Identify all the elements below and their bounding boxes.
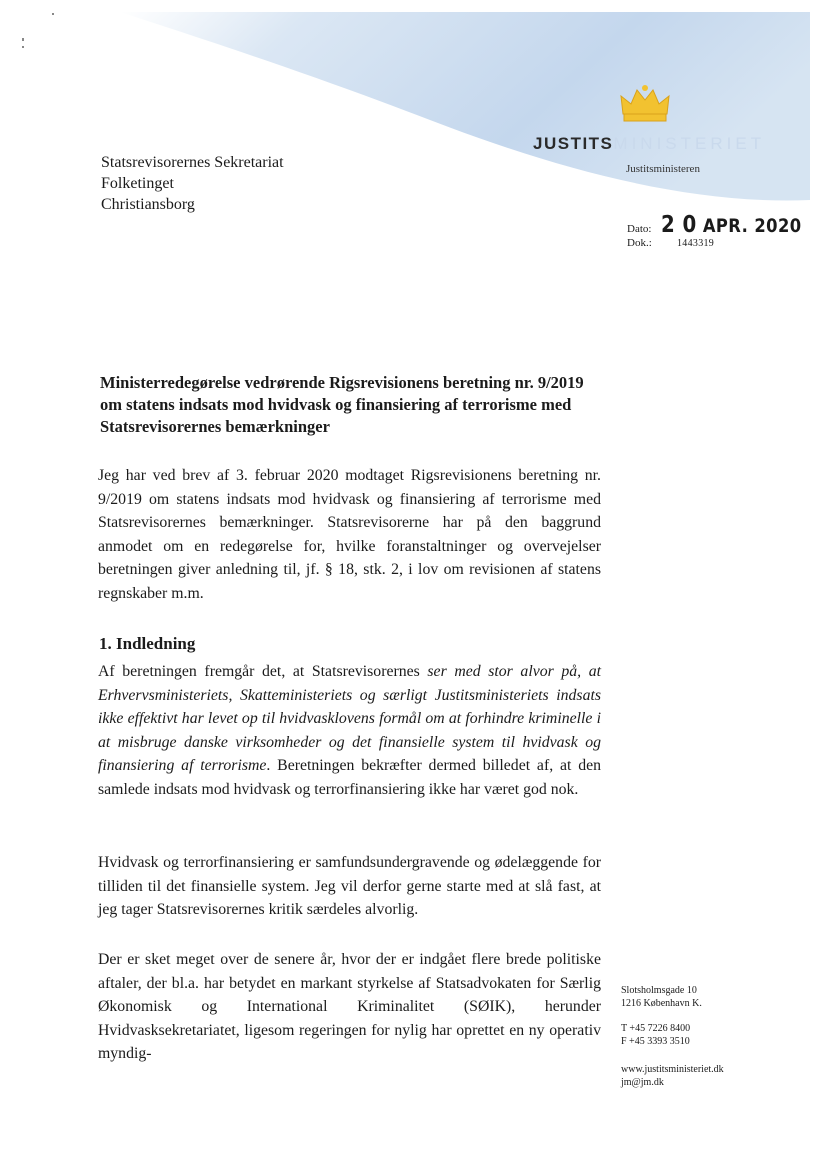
date-stamp-rest: APR. 2020: [696, 215, 802, 237]
crown-icon: [617, 84, 673, 126]
footer-contact: [621, 1023, 690, 1048]
date-stamp: [661, 212, 802, 238]
body-paragraph: Der er sket meget over de senere år, hvor der er indgået flere brede politiske aftaler, der bl.a. har betydet en markant styrkelse af Statsadvokaten for Særlig Økonomisk og International Kriminalitet (SØIK), herunder Hvidvasksekretariatet, ligesom regeringen for nylig har oprettet en ny operativ myndig-: [98, 951, 601, 1062]
letter-heading: Ministerredegørelse vedrørende Rigsrevisionens beretning nr. 9/2019 om statens indsats mod hvidvask og finansiering af terrorisme med Statsrevisorernes bemærkninger: [100, 373, 584, 436]
recipient-line: Christiansborg: [101, 196, 195, 213]
sender-title: Justitsministeren: [626, 163, 700, 175]
footer-email-link[interactable]: jm@jm.dk: [621, 1076, 664, 1088]
footer-web-link[interactable]: www.justitsministeriet.dk: [621, 1064, 724, 1075]
recipient-line: Folketinget: [101, 175, 174, 192]
scan-mark: [52, 13, 54, 15]
footer-fax: F +45 3393 3510: [621, 1035, 690, 1047]
doc-number: 1443319: [677, 238, 715, 249]
recipient-line: Statsrevisorernes Sekretariat: [101, 154, 284, 171]
paragraph-text: . Beretningen bekræfter dermed billedet af, at den samlede indsats mod hvidvask og terrorfinansiering ikke har været god nok.: [98, 757, 602, 798]
logo-light-text: MINISTERIET: [613, 134, 766, 153]
body-paragraph: [98, 660, 601, 801]
logo-bold-text: JUSTITS: [533, 134, 614, 153]
doc-label: Dok.:: [627, 237, 652, 249]
body-paragraph: Hvidvask og terrorfinansiering er samfundsundergravende og ødelæggende for tilliden til det finansielle system. Jeg vil derfor gerne starte med at slå fast, at jeg tager Statsrevisorernes kritik særdeles alvorlig.: [98, 854, 601, 918]
document-meta: [627, 212, 824, 251]
ministry-logo: [533, 134, 765, 154]
recipient-address: [101, 152, 284, 215]
quoted-italic-text: ser med stor alvor på, at Erhvervsministeriets, Skatteministeriets og særligt Justitsministeriets indsats ikke effektivt har levet op til hvidvasklovens formål om at forhindre kriminelle i at misbruge danske virksomheder og det finansielle system til hvidvask og finansiering af terrorisme: [98, 663, 601, 774]
footer-online: [621, 1064, 724, 1089]
body-paragraph: Jeg har ved brev af 3. februar 2020 modtaget Rigsrevisionens beretning nr. 9/2019 om statens indsats mod hvidvask og finansiering af terrorisme med Statsrevisorernes bemærkninger. Statsrevisorerne har på den baggrund anmodet om en redegørelse for, hvilke foranstaltninger og overvejelser beretningen giver anledning til, jf. § 18, stk. 2, i lov om revisionen af statens regnskaber m.m.: [98, 467, 601, 602]
scan-mark: [22, 38, 24, 41]
section-title: 1. Indledning: [99, 634, 196, 653]
footer-city: 1216 København K.: [621, 997, 702, 1009]
footer-street: Slotsholmsgade 10: [621, 985, 697, 996]
date-stamp-day: 2 0: [661, 212, 697, 238]
footer-phone: T +45 7226 8400: [621, 1023, 691, 1034]
date-label: Dato:: [627, 223, 652, 235]
scan-mark: [22, 46, 24, 48]
footer-address: [621, 985, 702, 1010]
paragraph-text: Af beretningen fremgår det, at Statsrevisorernes: [98, 663, 428, 680]
